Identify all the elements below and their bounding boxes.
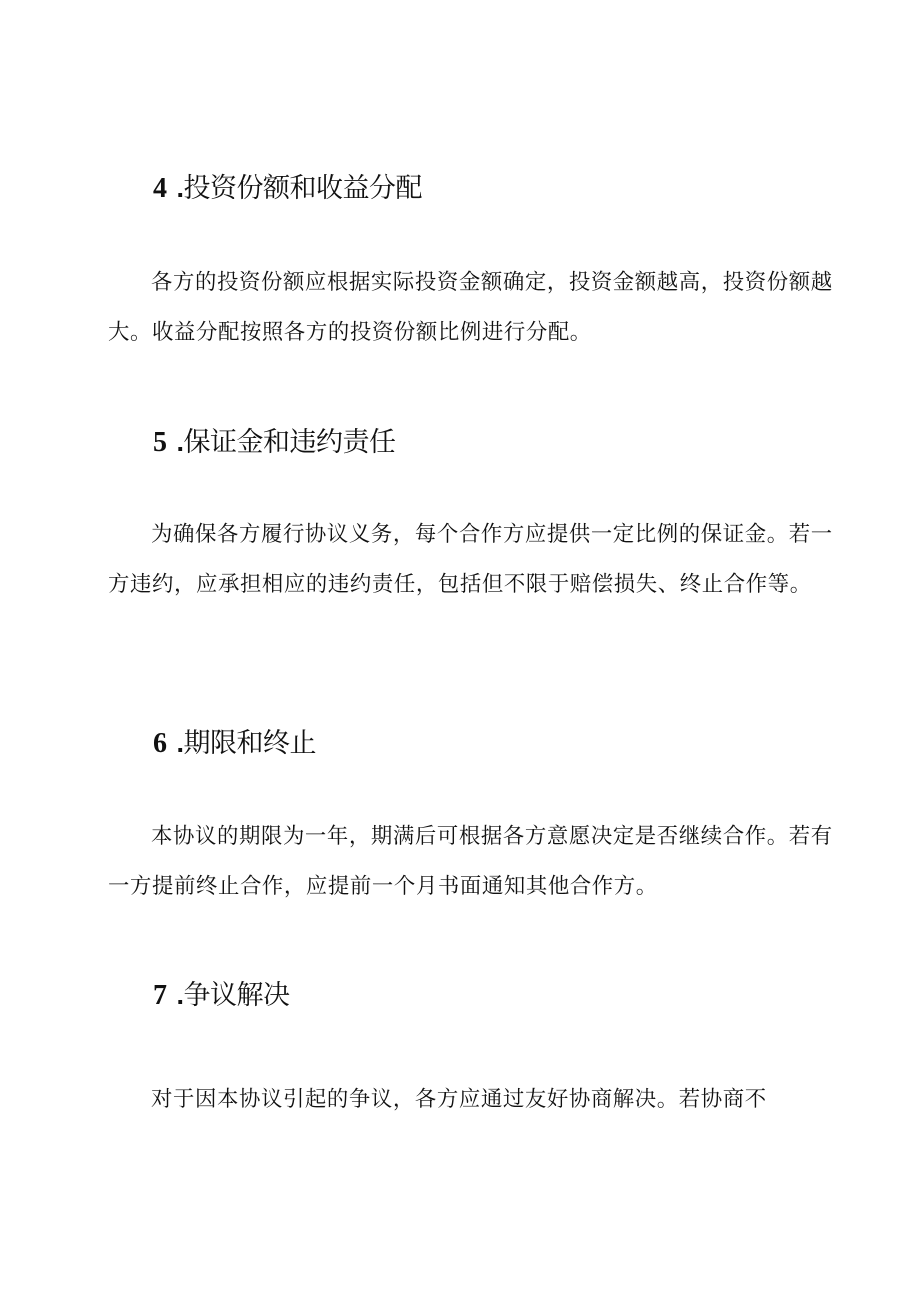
section-heading-5 bbox=[153, 425, 396, 460]
section-number: 7 bbox=[153, 980, 167, 1011]
section-dot: . bbox=[176, 728, 184, 758]
section-title: 争议解决 bbox=[183, 980, 290, 1011]
section-title: 投资份额和收益分配 bbox=[183, 173, 423, 204]
section-title: 期限和终止 bbox=[183, 728, 317, 759]
section-title: 保证金和违约责任 bbox=[183, 427, 396, 458]
section-body-4: 各方的投资份额应根据实际投资金额确定，投资金额越高，投资份额越大。收益分配按照各方的投资份额比例进行分配。 bbox=[108, 270, 833, 345]
section-dot: . bbox=[176, 173, 184, 203]
section-number: 4 bbox=[153, 173, 167, 204]
section-heading-6 bbox=[153, 726, 316, 761]
section-body-5: 为确保各方履行协议义务，每个合作方应提供一定比例的保证金。若一方违约，应承担相应的违约责任，包括但不限于赔偿损失、终止合作等。 bbox=[108, 522, 833, 597]
section-heading-7 bbox=[153, 978, 290, 1013]
section-number: 5 bbox=[153, 427, 167, 458]
section-dot: . bbox=[176, 427, 184, 457]
section-heading-4 bbox=[153, 171, 422, 206]
section-body-7: 对于因本协议引起的争议，各方应通过友好协商解决。若协商不 bbox=[151, 1087, 767, 1112]
section-dot: . bbox=[176, 980, 184, 1010]
section-number: 6 bbox=[153, 728, 167, 759]
section-body-6: 本协议的期限为一年，期满后可根据各方意愿决定是否继续合作。若有一方提前终止合作，应提前一个月书面通知其他合作方。 bbox=[108, 824, 833, 899]
